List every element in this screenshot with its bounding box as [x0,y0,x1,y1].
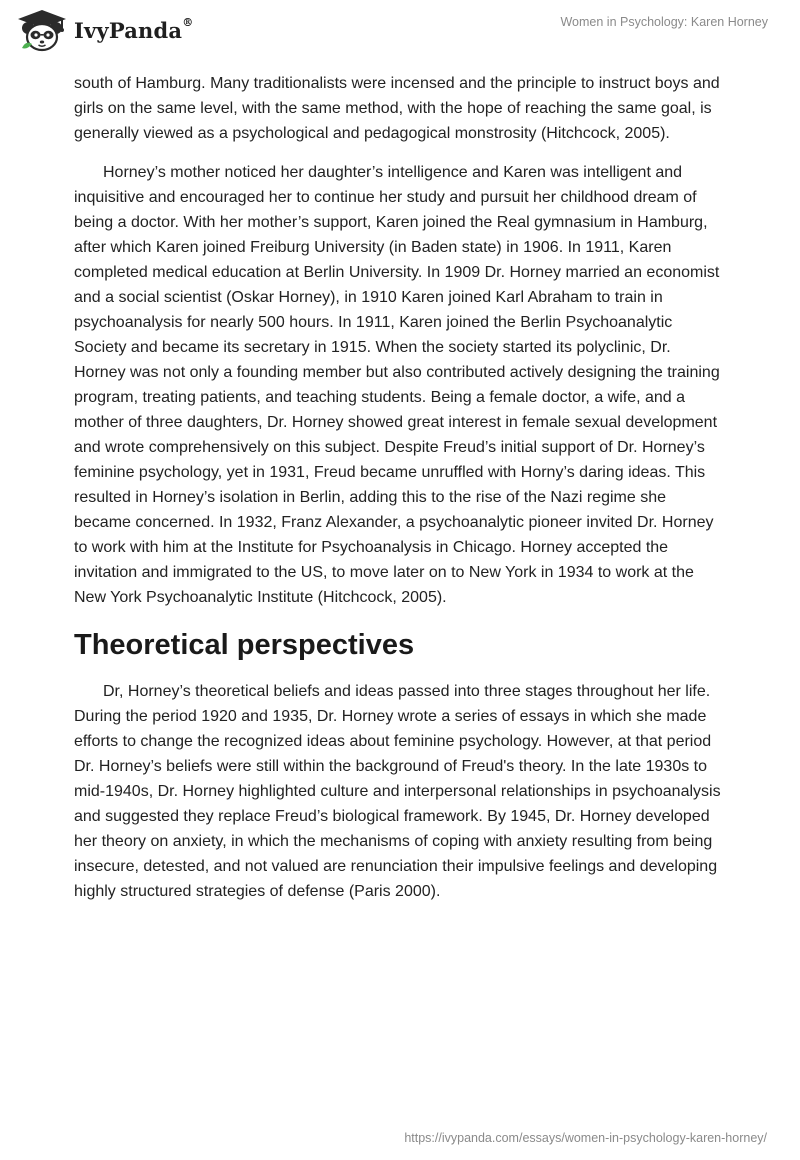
section-heading: Theoretical perspectives [74,629,415,661]
page-header [0,0,800,70]
essay-body [74,71,724,918]
ivypanda-logo-link[interactable] [16,8,193,52]
paragraph: Dr, Horney’s theoretical beliefs and ideas passed into three stages throughout her life. During the period 1920 and 1935, Dr. Horney wrote a series of essays in which she made efforts to change the recognized ideas about feminine psychology. However, at that period Dr. Horney’s beliefs were still within the background of Freud's theory. In the late 1930s to mid-1940s, Dr. Horney highlighted culture and interpersonal relationships in psychoanalysis and suggested they replace Freud’s biological framework. By 1945, Dr. Horney developed her theory on anxiety, in which the mechanisms of coping with anxiety resulting from being insecure, detested, and not valued are renunciation their impulsive feelings and developing highly structured strategies of defense (Paris 2000). [74,683,721,900]
registered-mark: ® [182,15,194,29]
paragraph: Horney’s mother noticed her daughter’s intelligence and Karen was intelligent and inquisitive and encouraged her to continue her study and pursuit her childhood dream of being a doctor. With her mother’s support, Karen joined the Real gymnasium in Hamburg, after which Karen joined Freiburg University (in Baden state) in 1906. In 1911, Karen completed medical education at Berlin University. In 1909 Dr. Horney married an economist and a social scientist (Oskar Horney), in 1910 Karen joined Karl Abraham to train in psychoanalysis for nearly 500 hours. In 1911, Karen joined the Berlin Psychoanalytic Society and became its secretary in 1915. When the society started its polyclinic, Dr. Horney was not only a founding member but also contributed actively designing the training program, treating patients, and teaching students. Being a female doctor, a wife, and a mother of three daughters, Dr. Horney showed great interest in female sexual development and wrote comprehensively on this subject. Despite Freud’s initial support of Dr. Horney’s feminine psychology, yet in 1931, Freud became unruffled with Horny’s daring ideas. This resulted in Horney’s isolation in Berlin, adding this to the rise of the Nazi regime she became concerned. In 1932, Franz Alexander, a psychoanalytic pioneer invited Dr. Horney to work with him at the Institute for Psychoanalysis in Chicago. Horney accepted the invitation and immigrated to the US, to move later on to New York in 1934 to work at the New York Psychoanalytic Institute (Hitchcock, 2005). [74,164,720,606]
brand-name: IvyPanda® [74,15,194,43]
source-url-link[interactable]: https://ivypanda.com/essays/women-in-psychology-karen-horney/ [404,1131,767,1145]
panda-graduation-icon [16,8,68,52]
document-title: Women in Psychology: Karen Horney [560,15,768,29]
paragraph: south of Hamburg. Many traditionalists were incensed and the principle to instruct boys and girls on the same level, with the same method, with the hope of reaching the same goal, is generally viewed as a psychological and pedagogical monstrosity (Hitchcock, 2005). [74,75,720,142]
